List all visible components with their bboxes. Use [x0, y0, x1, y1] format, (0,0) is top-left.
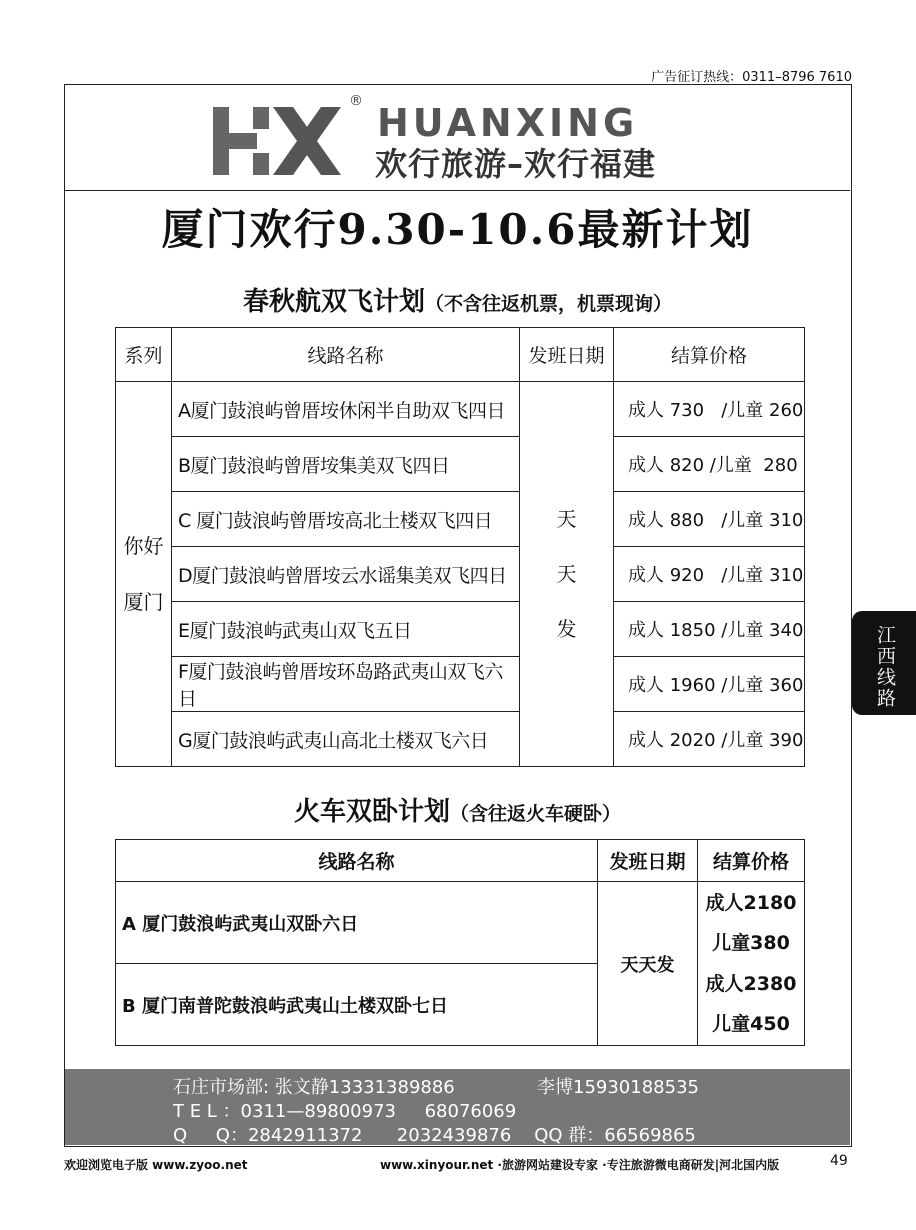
main-title: 厦门欢行9.30-10.6最新计划	[161, 205, 754, 254]
child-price: 儿童380	[712, 931, 790, 954]
col-header-route: 线路名称	[172, 328, 520, 382]
contact-tel: T E L ：0311—89800973 68076069	[173, 1101, 517, 1122]
price-cell: 成人 1960 /儿童 360	[614, 657, 805, 712]
section2-heading	[65, 791, 850, 828]
logo-chinese: 欢行旅游–欢行福建	[375, 145, 657, 183]
price-cell: 成人 730 /儿童 260	[614, 382, 805, 437]
route-cell: B 厦门南普陀鼓浪屿武夷山土楼双卧七日	[116, 964, 598, 1046]
train-table	[115, 839, 805, 1046]
logo-english: HUANXING	[377, 101, 639, 145]
section1-subtitle: （不含往返机票，机票现询）	[425, 293, 673, 315]
date-char: 天	[556, 506, 577, 531]
ad-frame	[64, 84, 852, 1147]
table-row	[116, 437, 805, 492]
price-cell	[698, 964, 805, 1046]
page-number: 49	[830, 1153, 848, 1169]
route-cell: G厦门鼓浪屿武夷山高北土楼双飞六日	[172, 712, 520, 767]
registered-mark: ®	[349, 93, 363, 109]
table-row	[116, 382, 805, 437]
contact-marketing: 石庄市场部: 张文静13331389886	[173, 1077, 455, 1098]
price-cell: 成人 2020 /儿童 390	[614, 712, 805, 767]
col-header-date: 发班日期	[598, 840, 698, 882]
child-price: 儿童450	[712, 1013, 790, 1036]
ad-hotline: 广告征订热线：0311–8796 7610	[651, 70, 852, 85]
table-row	[116, 547, 805, 602]
col-header-series: 系列	[116, 328, 172, 382]
table-row	[116, 712, 805, 767]
col-header-route: 线路名称	[116, 840, 598, 882]
date-char: 天	[556, 561, 577, 586]
date-cell	[520, 382, 614, 767]
huanxing-logo-icon	[213, 103, 343, 179]
table-header-row	[116, 328, 805, 382]
route-cell: A 厦门鼓浪屿武夷山双卧六日	[116, 882, 598, 964]
contact-qq: Q Q：2842911372 2032439876 QQ 群：66569865	[173, 1125, 696, 1146]
col-header-price: 结算价格	[698, 840, 805, 882]
table-row	[116, 602, 805, 657]
price-cell: 成人 920 /儿童 310	[614, 547, 805, 602]
series-line1: 你好	[123, 534, 164, 558]
table-row	[116, 964, 805, 1046]
date-cell: 天天发	[598, 882, 698, 1046]
route-cell: B厦门鼓浪屿曾厝垵集美双飞四日	[172, 437, 520, 492]
series-cell	[116, 382, 172, 767]
route-cell: F厦门鼓浪屿曾厝垵环岛路武夷山双飞六日	[172, 657, 520, 712]
price-cell: 成人 820 /儿童 280	[614, 437, 805, 492]
section2-subtitle: （含往返火车硬卧）	[450, 803, 622, 825]
price-cell: 成人 880 /儿童 310	[614, 492, 805, 547]
route-cell: E厦门鼓浪屿武夷山双飞五日	[172, 602, 520, 657]
section2-title: 火车双卧计划	[293, 797, 450, 827]
contact-li-bo: 李博15930188535	[537, 1077, 699, 1098]
col-header-price: 结算价格	[614, 328, 805, 382]
date-char: 发	[556, 616, 577, 641]
col-header-date: 发班日期	[520, 328, 614, 382]
route-cell: A厦门鼓浪屿曾厝垵休闲半自助双飞四日	[172, 382, 520, 437]
table-row	[116, 882, 805, 964]
price-cell	[698, 882, 805, 964]
adult-price: 成人2180	[705, 891, 797, 914]
side-tab-jiangxi[interactable]: 江西线路	[852, 611, 916, 715]
flight-table	[115, 327, 805, 767]
section1-title: 春秋航双飞计划	[242, 287, 425, 317]
route-cell: C 厦门鼓浪屿曾厝垵高北土楼双飞四日	[172, 492, 520, 547]
route-cell: D厦门鼓浪屿曾厝垵云水谣集美双飞四日	[172, 547, 520, 602]
adult-price: 成人2380	[705, 973, 797, 996]
table-header-row	[116, 840, 805, 882]
section1-heading	[65, 281, 850, 318]
table-row	[116, 657, 805, 712]
series-line2: 厦门	[123, 590, 164, 614]
footer-left: 欢迎浏览电子版 www.zyoo.net	[64, 1158, 248, 1172]
table-row	[116, 492, 805, 547]
contact-band	[65, 1069, 850, 1145]
footer-right: www.xinyour.net ·旅游网站建设专家 ·专注旅游微电商研发|河北国内版	[380, 1158, 780, 1172]
logo-band	[65, 85, 850, 191]
price-cell: 成人 1850 /儿童 340	[614, 602, 805, 657]
